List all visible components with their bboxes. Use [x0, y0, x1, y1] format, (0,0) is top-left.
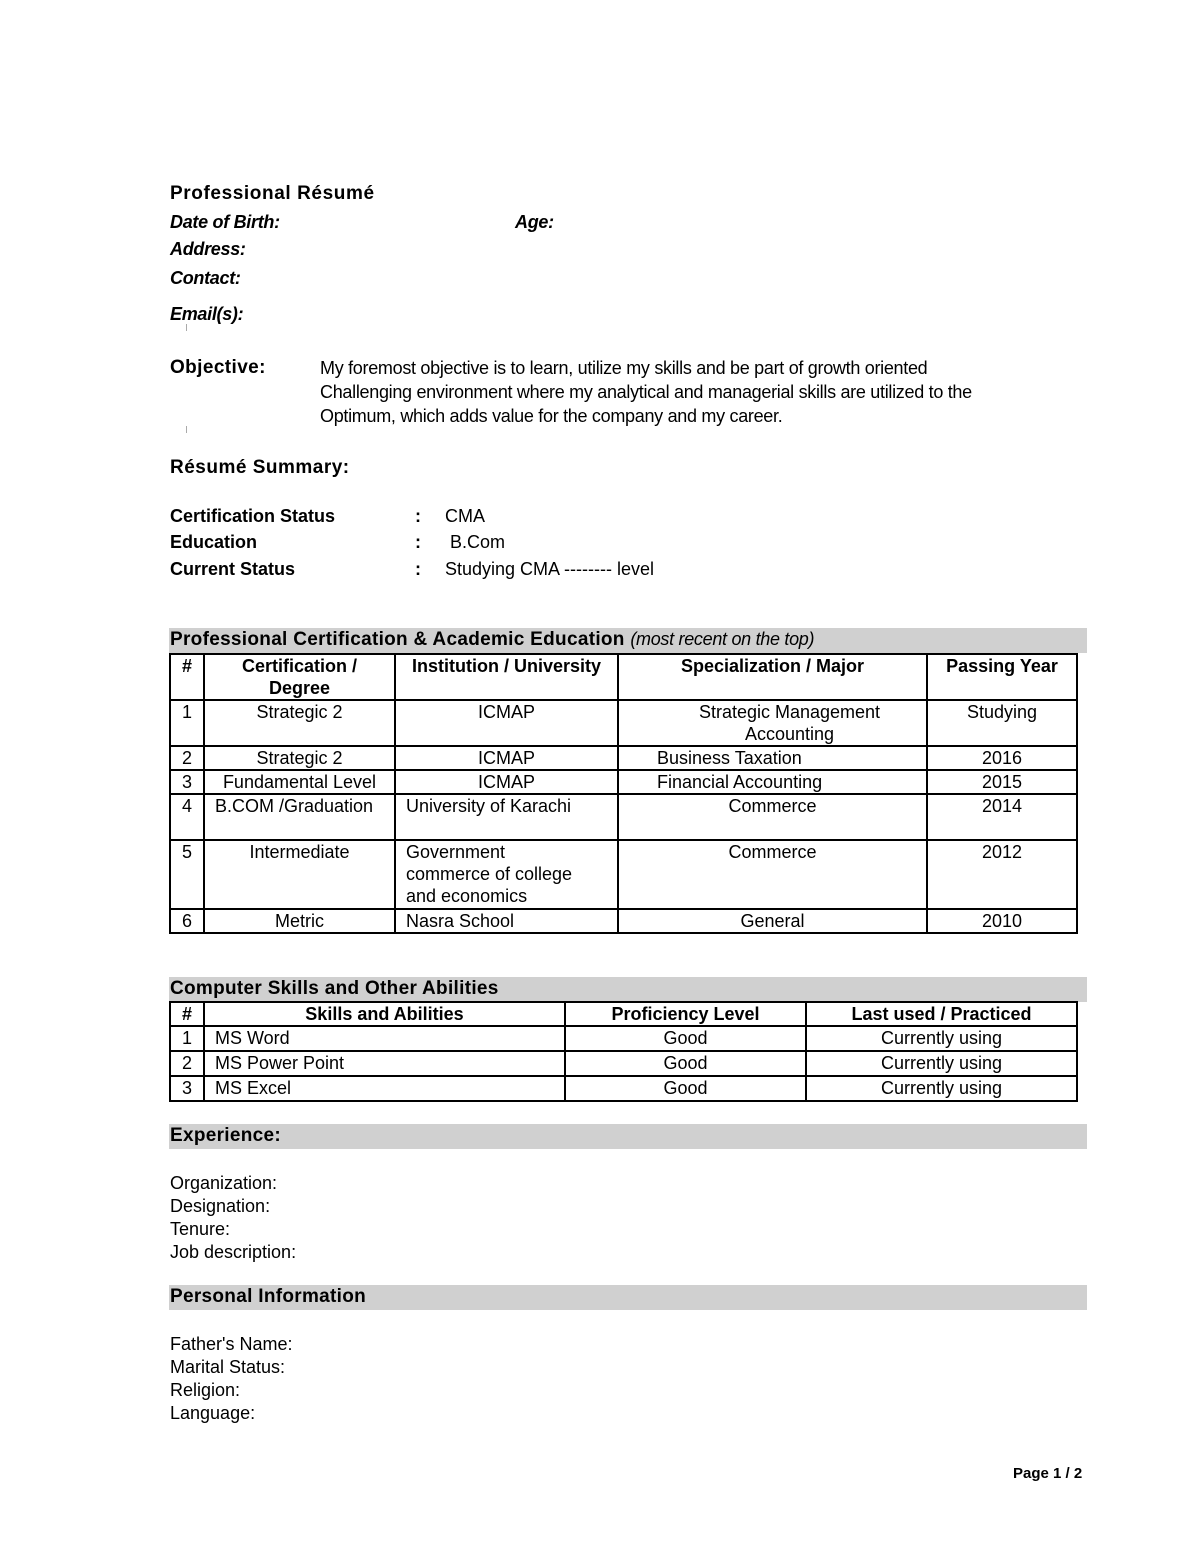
table-row: [170, 840, 1077, 909]
column-header: Institution / University: [395, 654, 618, 700]
page-number: Page 1 / 2: [1013, 1465, 1083, 1482]
institution-cell: ICMAP: [395, 700, 618, 746]
experience-section-title: Experience:: [170, 1125, 282, 1146]
institution-cell: University of Karachi: [395, 794, 618, 840]
objective-line: My foremost objective is to learn, utilize my skills and be part of growth oriented: [320, 358, 928, 378]
specialization-cell: Strategic Management Accounting: [618, 700, 927, 746]
row-number: 2: [170, 746, 204, 770]
education-section-title: Professional Certification & Academic Education: [170, 629, 625, 650]
table-row: [170, 794, 1077, 840]
row-number: 1: [170, 700, 204, 746]
table-row: [170, 1051, 1077, 1076]
table-row: [170, 1076, 1077, 1101]
education-section-note: (most recent on the top): [630, 629, 815, 649]
table-row: [170, 770, 1077, 794]
degree-cell: Intermediate: [204, 840, 395, 909]
experience-fields: [170, 1172, 296, 1264]
year-cell: 2015: [927, 770, 1077, 794]
experience-section-header: [169, 1124, 1087, 1149]
summary-value: CMA: [445, 506, 485, 526]
degree-cell: Strategic 2: [204, 700, 395, 746]
table-row: [170, 1026, 1077, 1051]
specialization-cell: Commerce: [618, 840, 927, 909]
specialization-cell: Commerce: [618, 794, 927, 840]
personal-section-header: [169, 1285, 1087, 1310]
summary-key: Current Status: [170, 559, 296, 579]
degree-cell: B.COM /Graduation: [204, 794, 395, 840]
skills-section-header: [169, 977, 1087, 1002]
dob-label: Date of Birth:: [170, 212, 280, 232]
table-row: [170, 909, 1077, 933]
divider-mark: [186, 324, 187, 331]
institution-cell: Government commerce of college and economics: [395, 840, 618, 909]
year-cell: Studying: [927, 700, 1077, 746]
tenure-label: Tenure:: [170, 1219, 231, 1239]
column-header: Proficiency Level: [565, 1002, 806, 1026]
table-row: [170, 700, 1077, 746]
skill-cell: MS Word: [204, 1026, 565, 1051]
education-table: [169, 653, 1078, 934]
summary-colon: :: [415, 506, 421, 526]
row-number: 3: [170, 1076, 204, 1101]
degree-cell: Fundamental Level: [204, 770, 395, 794]
degree-cell: Metric: [204, 909, 395, 933]
education-section-header: [169, 628, 1087, 653]
column-header: #: [170, 654, 204, 700]
skills-section-title: Computer Skills and Other Abilities: [170, 978, 499, 999]
table-header-row: [170, 654, 1077, 700]
institution-cell: ICMAP: [395, 770, 618, 794]
row-number: 5: [170, 840, 204, 909]
specialization-cell: Financial Accounting: [618, 770, 927, 794]
row-number: 1: [170, 1026, 204, 1051]
personal-fields: [170, 1333, 292, 1425]
column-header: Specialization / Major: [618, 654, 927, 700]
address-label: Address:: [170, 239, 246, 259]
degree-cell: Strategic 2: [204, 746, 395, 770]
year-cell: 2014: [927, 794, 1077, 840]
specialization-cell: General: [618, 909, 927, 933]
skill-cell: MS Power Point: [204, 1051, 565, 1076]
objective-text: [320, 356, 1080, 428]
summary-key: Certification Status: [170, 506, 336, 526]
column-header: Skills and Abilities: [204, 1002, 565, 1026]
summary-title: Résumé Summary:: [170, 457, 350, 478]
row-number: 6: [170, 909, 204, 933]
summary-value: B.Com: [445, 532, 506, 552]
column-header: Certification / Degree: [204, 654, 395, 700]
column-header: Last used / Practiced: [806, 1002, 1077, 1026]
proficiency-cell: Good: [565, 1051, 806, 1076]
objective-line: Challenging environment where my analytical and managerial skills are utilized to the: [320, 382, 972, 402]
religion-label: Religion:: [170, 1380, 241, 1400]
year-cell: 2016: [927, 746, 1077, 770]
fathers-name-label: Father's Name:: [170, 1334, 293, 1354]
last-used-cell: Currently using: [806, 1076, 1077, 1101]
summary-value: Studying CMA -------- level: [445, 559, 655, 579]
column-header: #: [170, 1002, 204, 1026]
institution-cell: Nasra School: [395, 909, 618, 933]
year-cell: 2010: [927, 909, 1077, 933]
job-description-label: Job description:: [170, 1242, 297, 1262]
designation-label: Designation:: [170, 1196, 271, 1216]
contact-label: Contact:: [170, 268, 241, 288]
personal-section-title: Personal Information: [170, 1286, 367, 1307]
summary-colon: :: [415, 559, 421, 579]
proficiency-cell: Good: [565, 1076, 806, 1101]
last-used-cell: Currently using: [806, 1026, 1077, 1051]
marital-status-label: Marital Status:: [170, 1357, 286, 1377]
year-cell: 2012: [927, 840, 1077, 909]
row-number: 2: [170, 1051, 204, 1076]
table-row: [170, 746, 1077, 770]
objective-label: Objective:: [170, 357, 266, 378]
skill-cell: MS Excel: [204, 1076, 565, 1101]
specialization-cell: Business Taxation: [618, 746, 927, 770]
resume-title: Professional Résumé: [170, 183, 375, 204]
column-header: Passing Year: [927, 654, 1077, 700]
skills-table: [169, 1001, 1078, 1102]
summary-colon: :: [415, 532, 421, 552]
row-number: 4: [170, 794, 204, 840]
objective-line: Optimum, which adds value for the company and my career.: [320, 406, 783, 426]
organization-label: Organization:: [170, 1173, 278, 1193]
summary-key: Education: [170, 532, 258, 552]
age-label: Age:: [515, 212, 554, 232]
email-label: Email(s):: [170, 304, 244, 324]
divider-mark: [186, 426, 187, 433]
institution-cell: ICMAP: [395, 746, 618, 770]
table-header-row: [170, 1002, 1077, 1026]
language-label: Language:: [170, 1403, 256, 1423]
proficiency-cell: Good: [565, 1026, 806, 1051]
last-used-cell: Currently using: [806, 1051, 1077, 1076]
row-number: 3: [170, 770, 204, 794]
